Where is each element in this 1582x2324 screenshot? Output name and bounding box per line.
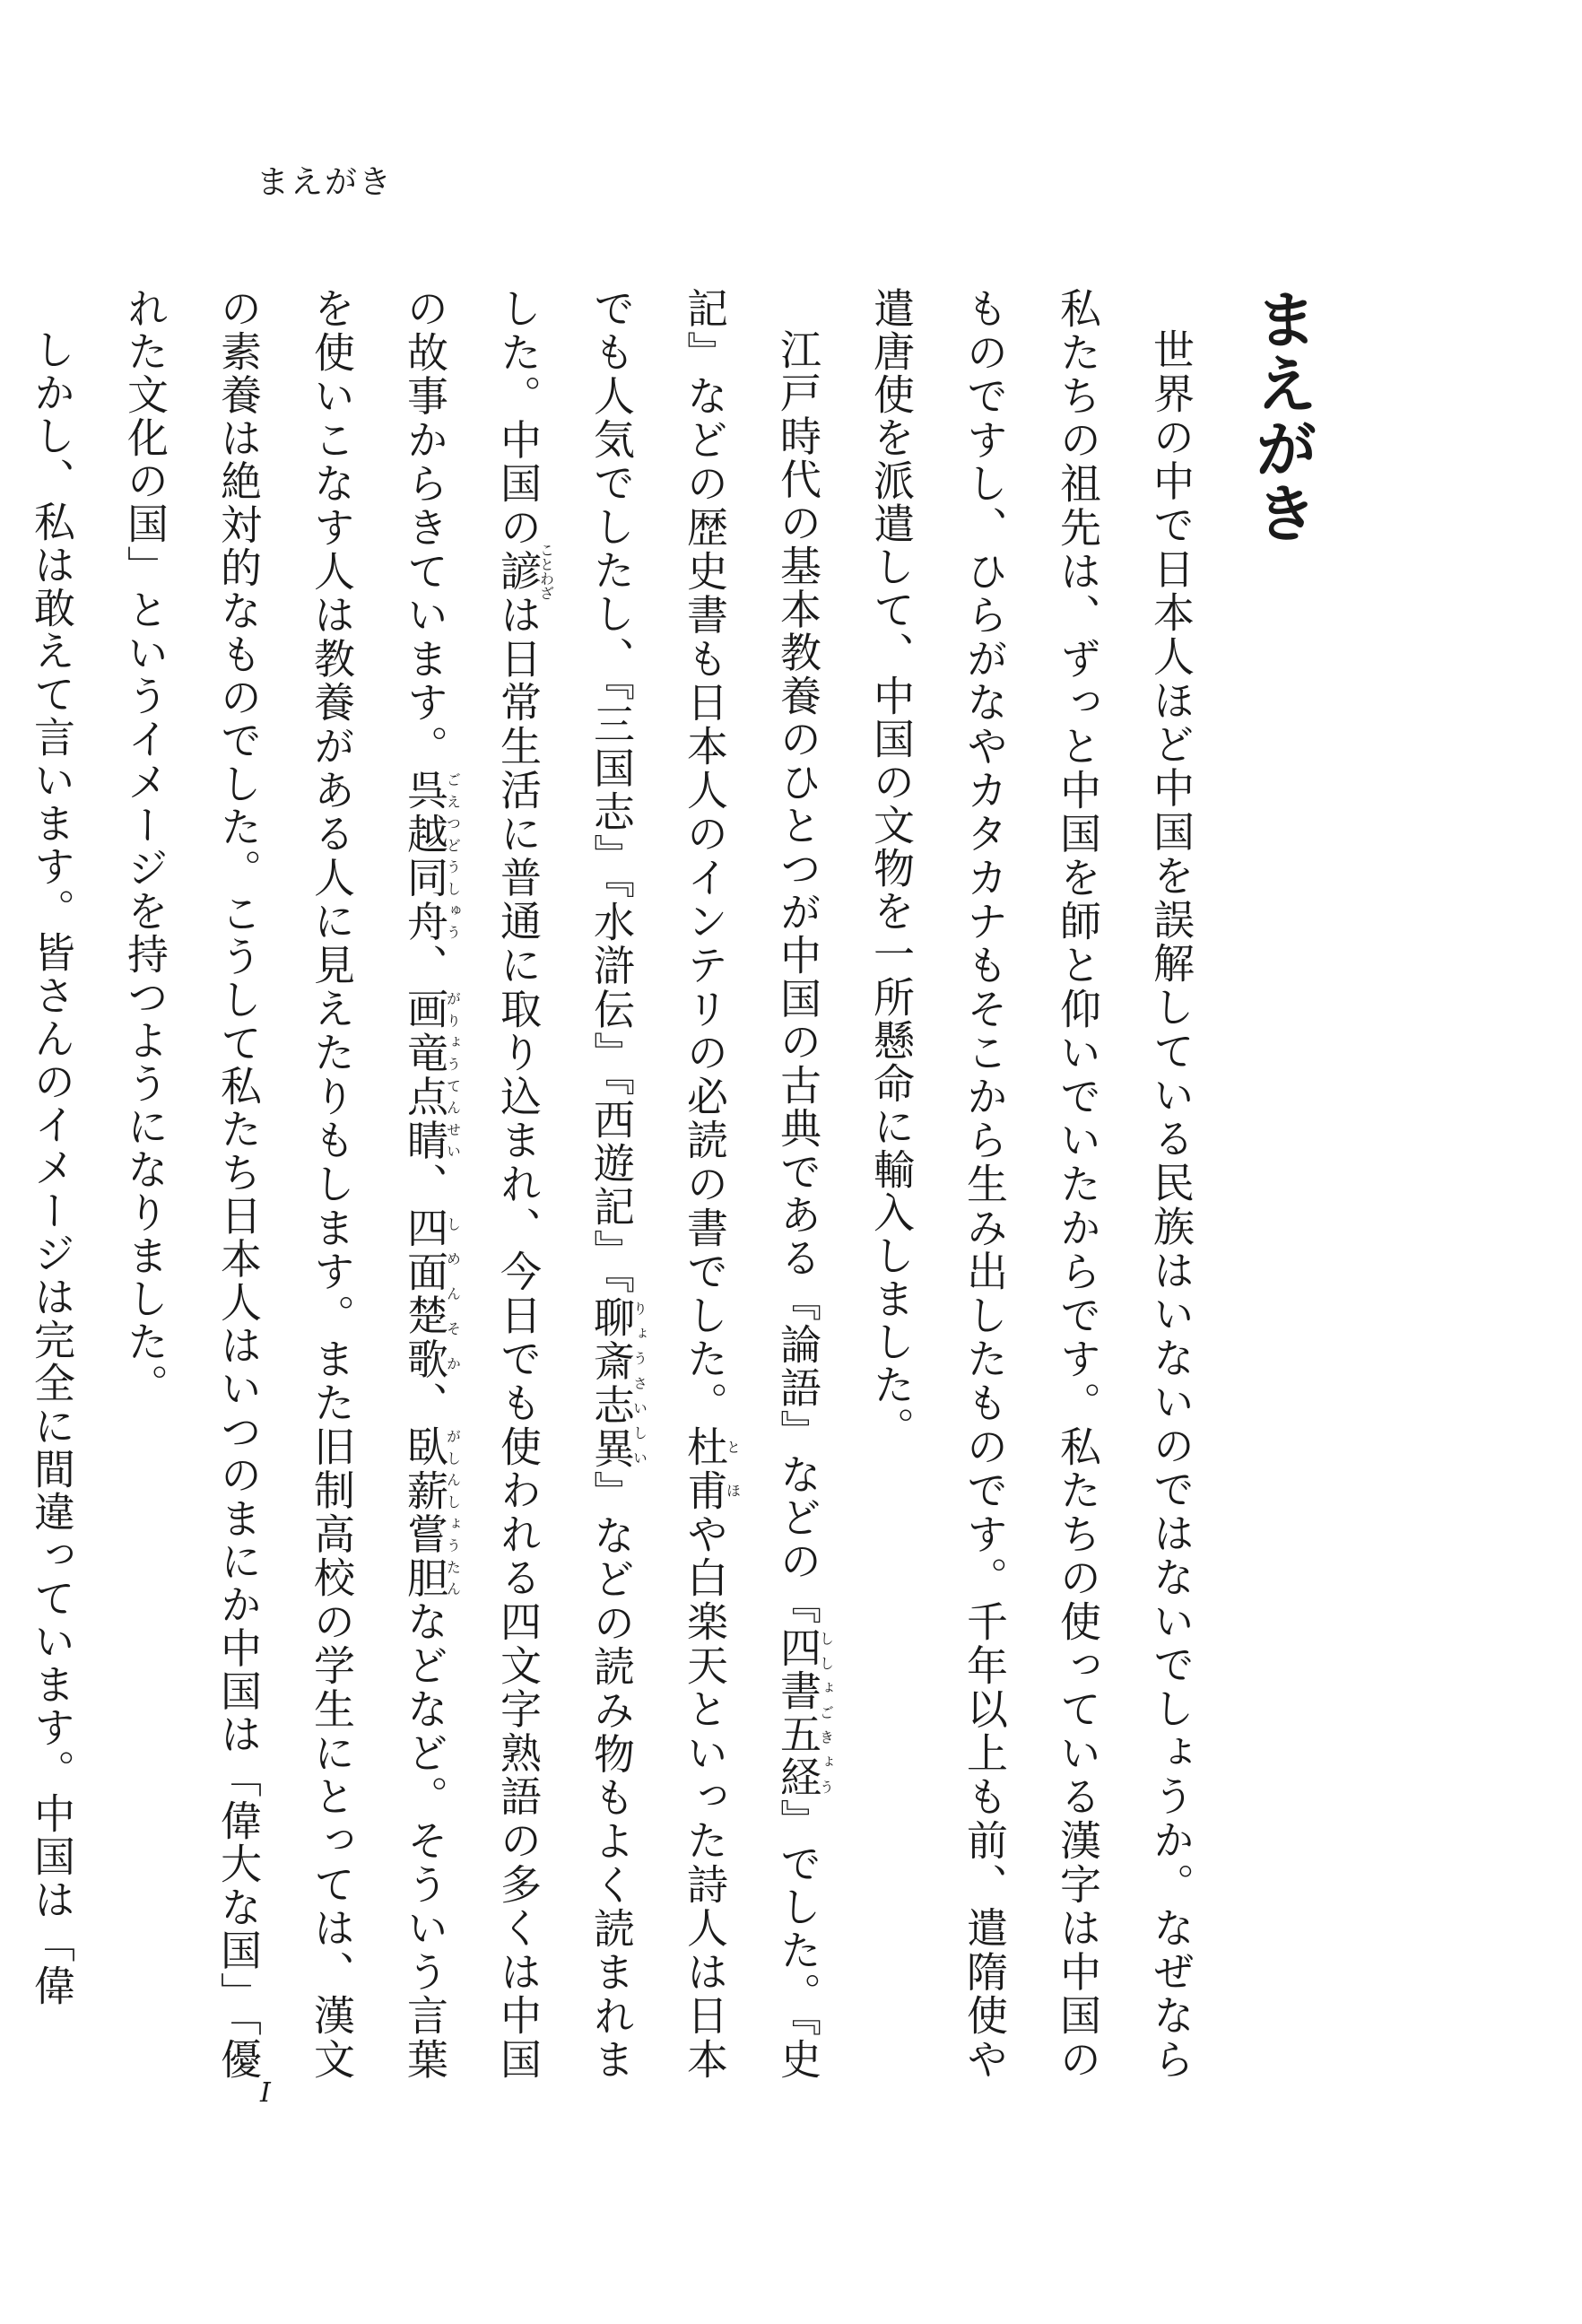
paragraph-2-text-c: や白楽天といった詩人は日本でも人気でしたし、『三国志』『水滸伝』『西遊記』『 <box>587 287 729 2082</box>
paragraph-2-text-e: は日常生活に普通に取り込まれ、今日でも使われる四文字熟語の多くは中国の故事からきています。 <box>401 287 543 2082</box>
ruby-kotowaza: 諺ことわざ <box>494 542 555 600</box>
paragraph-3-text: しかし、私は敢えて言います。皆さんのイメージは完全に間違っています。中国は「偉 <box>28 328 76 2007</box>
vertical-text-block <box>5 287 1318 2082</box>
paragraph-2-text-h: 、 <box>401 1381 449 1425</box>
ruby-gashin-shotan: 臥薪嘗胆がしんしょうたん <box>401 1424 462 1601</box>
running-head: まえがき <box>256 164 394 201</box>
ruby-shimen-soka: 四面楚歌しめんそか <box>401 1206 462 1382</box>
paragraph-2-text-i: などなど。そういう言葉を使いこなす人は教養がある人に見えたりもします。また旧制高校の学生にとっては、漢文の素養は絶対的なものでした。こうして私たち日本人はいつのまにか中国は「偉大な国」「優れた文化の国」というイメージを持つようになりました。 <box>121 287 449 2082</box>
ruby-goetsu-doshu: 呉越同舟ごえつどうしゅう <box>401 768 462 944</box>
chapter-title: まえがき <box>1245 287 1318 545</box>
paragraph-3 <box>5 287 99 2081</box>
ruby-garyo-tensei: 画竜点睛がりょうてんせい <box>401 987 462 1163</box>
ruby-shisho-gokyo: 四書五経ししょごきょう <box>774 1625 835 1799</box>
paragraph-1-text: 世界の中で日本人ほど中国を誤解している民族はいないのではないでしょうか。なぜなら私たちの祖先は、ずっと中国を師と仰いでいたからです。私たちの使っている漢字は中国のものですし、ひらがなやカタカナもそこから生み出したものです。千年以上も前、遣隋使や遣唐使を派遣して、中国の文物を一所懸命に輸入しました。 <box>867 287 1195 2082</box>
ruby-toho: 杜甫とほ <box>681 1424 742 1513</box>
paragraph-2 <box>99 287 845 2081</box>
paragraph-1 <box>845 287 1218 2081</box>
paragraph-2-text-b: 』でした。『史記』などの歴史書も日本人のインテリの必読の書でした。 <box>681 287 822 2082</box>
paragraph-2-text-g: 、 <box>401 1162 449 1206</box>
paragraph-2-text-f: 、 <box>401 944 449 988</box>
paragraph-2-text-d: 』などの読み物もよく読まれました。中国の <box>494 287 636 2082</box>
page-number: I <box>260 2077 271 2109</box>
paragraph-2-text-a: 江戸時代の基本教養のひとつが中国の古典である『論語』などの『 <box>774 328 822 1626</box>
ruby-ryosai-shii: 聊斎志異りょうさいしい <box>587 1295 648 1471</box>
